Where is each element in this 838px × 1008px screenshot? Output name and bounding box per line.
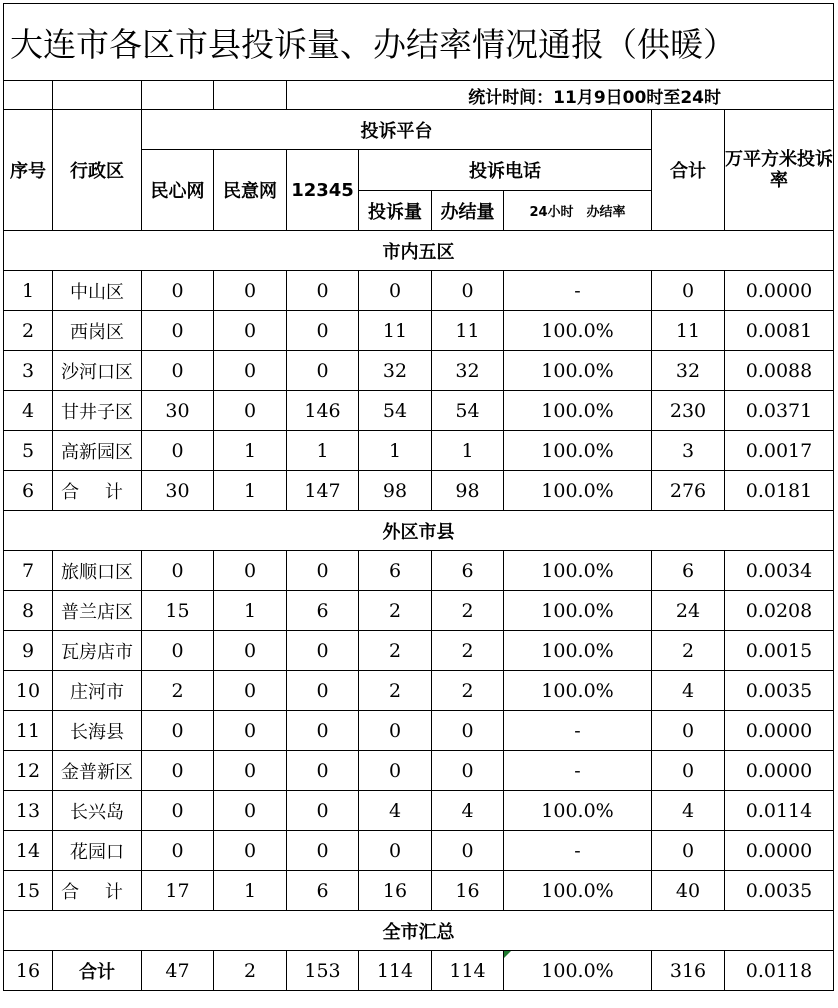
cell-h12345: 153 xyxy=(287,951,359,991)
cell-per-area: 0.0181 xyxy=(725,471,834,511)
table-row xyxy=(4,631,834,671)
table-row xyxy=(4,831,834,871)
cell-minyi: 0 xyxy=(214,751,287,791)
stat-blank-cell xyxy=(142,81,214,110)
cell-resolved: 2 xyxy=(432,591,504,631)
cell-rate: 100.0% xyxy=(504,431,652,471)
cell-minxin: 30 xyxy=(142,471,214,511)
table-row xyxy=(4,951,834,991)
header-total: 合计 xyxy=(652,110,725,231)
cell-per-area: 0.0088 xyxy=(725,351,834,391)
cell-rate: - xyxy=(504,271,652,311)
cell-resolved: 2 xyxy=(432,631,504,671)
cell-total: 32 xyxy=(652,351,725,391)
cell-resolved: 54 xyxy=(432,391,504,431)
cell-minxin: 30 xyxy=(142,391,214,431)
table-row xyxy=(4,431,834,471)
cell-rate: 100.0% xyxy=(504,311,652,351)
cell-resolved: 98 xyxy=(432,471,504,511)
cell-minyi: 0 xyxy=(214,791,287,831)
cell-district: 花园口 xyxy=(53,831,142,871)
cell-h12345: 0 xyxy=(287,751,359,791)
complaint-report-table xyxy=(3,3,834,991)
cell-rate: 100.0% xyxy=(504,471,652,511)
cell-minyi: 1 xyxy=(214,431,287,471)
cell-complaints: 11 xyxy=(359,311,432,351)
cell-minxin: 0 xyxy=(142,351,214,391)
cell-district: 合 计 xyxy=(53,471,142,511)
cell-h12345: 0 xyxy=(287,351,359,391)
cell-minyi: 0 xyxy=(214,831,287,871)
cell-total: 0 xyxy=(652,271,725,311)
header-complaints: 投诉量 xyxy=(359,191,432,231)
cell-minyi: 0 xyxy=(214,391,287,431)
cell-complaints: 32 xyxy=(359,351,432,391)
cell-complaints: 1 xyxy=(359,431,432,471)
cell-minxin: 47 xyxy=(142,951,214,991)
cell-resolved: 4 xyxy=(432,791,504,831)
cell-per-area: 0.0000 xyxy=(725,751,834,791)
table-row xyxy=(4,751,834,791)
cell-total: 4 xyxy=(652,791,725,831)
cell-minxin: 0 xyxy=(142,271,214,311)
cell-complaints: 16 xyxy=(359,871,432,911)
cell-h12345: 0 xyxy=(287,311,359,351)
cell-minyi: 1 xyxy=(214,871,287,911)
cell-complaints: 0 xyxy=(359,751,432,791)
section-row xyxy=(4,511,834,551)
cell-district: 庄河市 xyxy=(53,671,142,711)
cell-minyi: 0 xyxy=(214,671,287,711)
cell-complaints: 98 xyxy=(359,471,432,511)
cell-complaints: 6 xyxy=(359,551,432,591)
cell-seq: 14 xyxy=(4,831,53,871)
cell-seq: 16 xyxy=(4,951,53,991)
cell-minyi: 0 xyxy=(214,711,287,751)
cell-h12345: 1 xyxy=(287,431,359,471)
cell-district: 沙河口区 xyxy=(53,351,142,391)
cell-resolved: 32 xyxy=(432,351,504,391)
cell-district: 金普新区 xyxy=(53,751,142,791)
cell-h12345: 146 xyxy=(287,391,359,431)
cell-complaints: 54 xyxy=(359,391,432,431)
header-minxin: 民心网 xyxy=(142,150,214,231)
cell-per-area: 0.0371 xyxy=(725,391,834,431)
cell-minxin: 0 xyxy=(142,551,214,591)
header-resolved: 办结量 xyxy=(432,191,504,231)
cell-district: 普兰店区 xyxy=(53,591,142,631)
cell-district: 长兴岛 xyxy=(53,791,142,831)
header-12345: 12345 xyxy=(287,150,359,231)
cell-district: 中山区 xyxy=(53,271,142,311)
cell-district: 旅顺口区 xyxy=(53,551,142,591)
cell-rate: 100.0% xyxy=(504,791,652,831)
cell-per-area: 0.0118 xyxy=(725,951,834,991)
cell-rate: - xyxy=(504,831,652,871)
cell-h12345: 0 xyxy=(287,271,359,311)
cell-district: 合 计 xyxy=(53,871,142,911)
table-row xyxy=(4,271,834,311)
cell-minxin: 0 xyxy=(142,751,214,791)
table-row xyxy=(4,351,834,391)
cell-h12345: 0 xyxy=(287,631,359,671)
cell-rate: 100.0% xyxy=(504,671,652,711)
cell-resolved: 2 xyxy=(432,671,504,711)
cell-seq: 8 xyxy=(4,591,53,631)
cell-resolved: 0 xyxy=(432,831,504,871)
cell-resolved: 6 xyxy=(432,551,504,591)
cell-complaints: 4 xyxy=(359,791,432,831)
cell-rate: 100.0% xyxy=(504,871,652,911)
cell-resolved: 1 xyxy=(432,431,504,471)
header-minyi: 民意网 xyxy=(214,150,287,231)
cell-minyi: 1 xyxy=(214,471,287,511)
cell-resolved: 16 xyxy=(432,871,504,911)
cell-rate: 100.0% xyxy=(504,551,652,591)
stat-blank-cell xyxy=(214,81,287,110)
cell-seq: 3 xyxy=(4,351,53,391)
cell-per-area: 0.0035 xyxy=(725,671,834,711)
cell-district: 合计 xyxy=(53,951,142,991)
cell-resolved: 0 xyxy=(432,271,504,311)
cell-rate: 100.0% xyxy=(504,391,652,431)
cell-seq: 4 xyxy=(4,391,53,431)
stat-time: 统计时间：11月9日00时至24时 xyxy=(287,81,834,110)
cell-per-area: 0.0035 xyxy=(725,871,834,911)
section-title: 外区市县 xyxy=(4,511,834,551)
table-body xyxy=(4,231,834,991)
table-row xyxy=(4,711,834,751)
cell-minyi: 0 xyxy=(214,271,287,311)
table-row xyxy=(4,391,834,431)
cell-rate: 100.0% xyxy=(504,631,652,671)
cell-minxin: 0 xyxy=(142,311,214,351)
cell-per-area: 0.0000 xyxy=(725,831,834,871)
cell-total: 0 xyxy=(652,831,725,871)
header-phone: 投诉电话 xyxy=(359,150,652,191)
cell-per-area: 0.0000 xyxy=(725,271,834,311)
cell-per-area: 0.0034 xyxy=(725,551,834,591)
cell-district: 长海县 xyxy=(53,711,142,751)
cell-h12345: 0 xyxy=(287,791,359,831)
cell-minyi: 0 xyxy=(214,351,287,391)
cell-total: 0 xyxy=(652,711,725,751)
cell-per-area: 0.0114 xyxy=(725,791,834,831)
cell-total: 4 xyxy=(652,671,725,711)
cell-total: 3 xyxy=(652,431,725,471)
cell-total: 6 xyxy=(652,551,725,591)
cell-per-area: 0.0000 xyxy=(725,711,834,751)
cell-complaints: 2 xyxy=(359,671,432,711)
cell-h12345: 0 xyxy=(287,711,359,751)
cell-minyi: 2 xyxy=(214,951,287,991)
header-district: 行政区 xyxy=(53,110,142,231)
header-seq: 序号 xyxy=(4,110,53,231)
table-row xyxy=(4,551,834,591)
cell-complaints: 2 xyxy=(359,591,432,631)
cell-h12345: 6 xyxy=(287,591,359,631)
cell-h12345: 147 xyxy=(287,471,359,511)
cell-minxin: 15 xyxy=(142,591,214,631)
cell-rate: 100.0% xyxy=(504,951,652,991)
section-row xyxy=(4,231,834,271)
cell-district: 高新园区 xyxy=(53,431,142,471)
table-row xyxy=(4,791,834,831)
cell-seq: 1 xyxy=(4,271,53,311)
cell-minxin: 0 xyxy=(142,831,214,871)
cell-complaints: 2 xyxy=(359,631,432,671)
cell-seq: 12 xyxy=(4,751,53,791)
cell-total: 40 xyxy=(652,871,725,911)
cell-resolved: 114 xyxy=(432,951,504,991)
table-row xyxy=(4,871,834,911)
cell-minyi: 0 xyxy=(214,551,287,591)
cell-h12345: 0 xyxy=(287,671,359,711)
section-title: 市内五区 xyxy=(4,231,834,271)
cell-h12345: 0 xyxy=(287,831,359,871)
cell-minyi: 1 xyxy=(214,591,287,631)
stat-blank-cell xyxy=(4,81,53,110)
cell-per-area: 0.0015 xyxy=(725,631,834,671)
cell-resolved: 0 xyxy=(432,711,504,751)
cell-per-area: 0.0081 xyxy=(725,311,834,351)
cell-seq: 5 xyxy=(4,431,53,471)
section-row xyxy=(4,911,834,951)
cell-seq: 9 xyxy=(4,631,53,671)
cell-minxin: 0 xyxy=(142,711,214,751)
cell-district: 瓦房店市 xyxy=(53,631,142,671)
cell-rate: 100.0% xyxy=(504,351,652,391)
cell-minyi: 0 xyxy=(214,631,287,671)
header-rate-24h: 24小时 办结率 xyxy=(504,191,652,231)
cell-minyi: 0 xyxy=(214,311,287,351)
table-row xyxy=(4,471,834,511)
report-title: 大连市各区市县投诉量、办结率情况通报（供暖） xyxy=(4,4,834,81)
cell-rate: - xyxy=(504,711,652,751)
table-row xyxy=(4,671,834,711)
cell-minxin: 17 xyxy=(142,871,214,911)
cell-total: 24 xyxy=(652,591,725,631)
cell-seq: 15 xyxy=(4,871,53,911)
cell-resolved: 11 xyxy=(432,311,504,351)
cell-seq: 10 xyxy=(4,671,53,711)
cell-seq: 2 xyxy=(4,311,53,351)
cell-complaints: 114 xyxy=(359,951,432,991)
cell-h12345: 0 xyxy=(287,551,359,591)
cell-total: 0 xyxy=(652,751,725,791)
cell-per-area: 0.0017 xyxy=(725,431,834,471)
cell-district: 西岗区 xyxy=(53,311,142,351)
cell-total: 276 xyxy=(652,471,725,511)
cell-seq: 7 xyxy=(4,551,53,591)
cell-seq: 6 xyxy=(4,471,53,511)
cell-h12345: 6 xyxy=(287,871,359,911)
cell-complaints: 0 xyxy=(359,711,432,751)
section-title: 全市汇总 xyxy=(4,911,834,951)
cell-complaints: 0 xyxy=(359,271,432,311)
cell-seq: 13 xyxy=(4,791,53,831)
header-platform: 投诉平台 xyxy=(142,110,652,150)
cell-complaints: 0 xyxy=(359,831,432,871)
cell-resolved: 0 xyxy=(432,751,504,791)
cell-seq: 11 xyxy=(4,711,53,751)
header-per-area: 万平方米投诉率 xyxy=(725,110,834,231)
table-row xyxy=(4,311,834,351)
cell-minxin: 0 xyxy=(142,431,214,471)
cell-minxin: 0 xyxy=(142,791,214,831)
table-row xyxy=(4,591,834,631)
stat-blank-cell xyxy=(53,81,142,110)
cell-rate: 100.0% xyxy=(504,591,652,631)
cell-per-area: 0.0208 xyxy=(725,591,834,631)
cell-minxin: 0 xyxy=(142,631,214,671)
cell-rate: - xyxy=(504,751,652,791)
cell-district: 甘井子区 xyxy=(53,391,142,431)
cell-total: 316 xyxy=(652,951,725,991)
cell-total: 230 xyxy=(652,391,725,431)
cell-total: 11 xyxy=(652,311,725,351)
cell-minxin: 2 xyxy=(142,671,214,711)
cell-total: 2 xyxy=(652,631,725,671)
